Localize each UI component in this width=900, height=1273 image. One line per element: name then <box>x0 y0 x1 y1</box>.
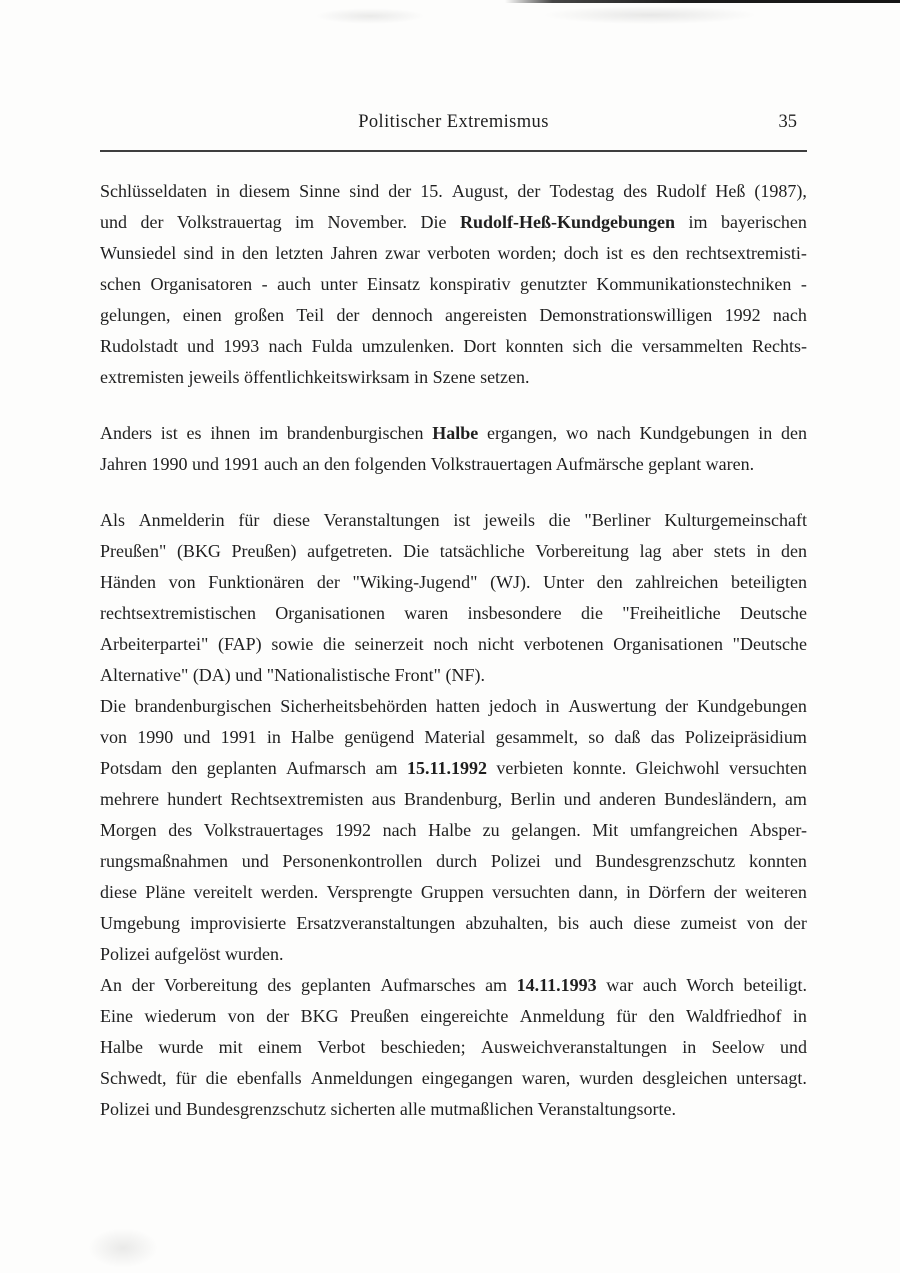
text-line: von 1990 und 1991 in Halbe genügend Material gesammelt, so daß das Polizeipräsidium <box>100 727 807 747</box>
text-line: Schlüsseldaten in diesem Sinne sind der 15. August, der Todestag des Rudolf Heß (1987), <box>100 181 807 201</box>
text-line: Als Anmelderin für diese Veranstaltungen ist jeweils die "Berliner Kulturgemeinschaft <box>100 510 807 530</box>
page-header <box>100 0 807 134</box>
text-line: diese Pläne vereitelt werden. Versprengte Gruppen versuchten dann, in Dörfern der weiteren <box>100 882 807 902</box>
text-line: Händen von Funktionären der "Wiking-Jugend" (WJ). Unter den zahlreichen beteiligten <box>100 572 807 592</box>
paragraph <box>100 418 807 480</box>
text-line: gelungen, einen großen Teil der dennoch angereisten Demonstrationswilligen 1992 nach <box>100 305 807 325</box>
text-line: rungsmaßnahmen und Personenkontrollen durch Polizei und Bundesgrenzschutz konnten <box>100 851 807 871</box>
text-line: schen Organisatoren - auch unter Einsatz konspirativ genutzter Kommunikationstechniken - <box>100 274 807 294</box>
text-line: Anders ist es ihnen im brandenburgischen Halbe ergangen, wo nach Kundgebungen in den <box>100 423 807 443</box>
text-line: rechtsextremistischen Organisationen waren insbesondere die "Freiheitliche Deutsche <box>100 603 807 623</box>
text-line: Umgebung improvisierte Ersatzveranstaltungen abzuhalten, bis auch diese zumeist von der <box>100 913 807 933</box>
text-line: Polizei und Bundesgrenzschutz sicherten alle mutmaßlichen Veranstaltungsorte. <box>100 1099 677 1119</box>
text-line: mehrere hundert Rechtsextremisten aus Brandenburg, Berlin und anderen Bundesländern, am <box>100 789 807 809</box>
paragraph <box>100 505 807 691</box>
text-line: Potsdam den geplanten Aufmarsch am 15.11.1992 verbieten konnte. Gleichwohl versuchten <box>100 758 807 778</box>
body-text <box>100 176 807 1125</box>
text-line: Schwedt, für die ebenfalls Anmeldungen eingegangen waren, wurden desgleichen untersagt. <box>100 1068 807 1088</box>
text-line: Arbeiterpartei" (FAP) sowie die seinerzeit noch nicht verbotenen Organisationen "Deutsche <box>100 634 807 654</box>
running-title: Politischer Extremismus <box>358 112 549 132</box>
text-line: Alternative" (DA) und "Nationalistische Front" (NF). <box>100 665 485 685</box>
text-line: Preußen" (BKG Preußen) aufgetreten. Die tatsächliche Vorbereitung lag aber stets in den <box>100 541 807 561</box>
text-line: Polizei aufgelöst wurden. <box>100 944 284 964</box>
header-rule <box>100 150 807 152</box>
text-line: An der Vorbereitung des geplanten Aufmarsches am 14.11.1993 war auch Worch beteiligt. <box>100 975 807 995</box>
paragraph <box>100 970 807 1125</box>
text-line: und der Volkstrauertag im November. Die Rudolf-Heß-Kundgebungen im bayerischen <box>100 212 807 232</box>
text-line: Morgen des Volkstrauertages 1992 nach Halbe zu gelangen. Mit umfangreichen Absper- <box>100 820 807 840</box>
text-line: Die brandenburgischen Sicherheitsbehörden hatten jedoch in Auswertung der Kundgebungen <box>100 696 807 716</box>
paragraph <box>100 176 807 393</box>
text-line: Eine wiederum von der BKG Preußen eingereichte Anmeldung für den Waldfriedhof in <box>100 1006 807 1026</box>
text-line: Rudolstadt und 1993 nach Fulda umzulenken. Dort konnten sich die versammelten Rechts- <box>100 336 807 356</box>
text-line: Jahren 1990 und 1991 auch an den folgenden Volkstrauertagen Aufmärsche geplant waren. <box>100 454 755 474</box>
text-line: Wunsiedel sind in den letzten Jahren zwar verboten worden; doch ist es den rechtsextremisti- <box>100 243 807 263</box>
scan-artifact-smudge <box>88 1228 158 1268</box>
text-line: Halbe wurde mit einem Verbot beschieden; Ausweichveranstaltungen in Seelow und <box>100 1037 807 1057</box>
paragraph <box>100 691 807 970</box>
page-number: 35 <box>778 112 797 132</box>
text-line: extremisten jeweils öffentlichkeitswirksam in Szene setzen. <box>100 367 530 387</box>
